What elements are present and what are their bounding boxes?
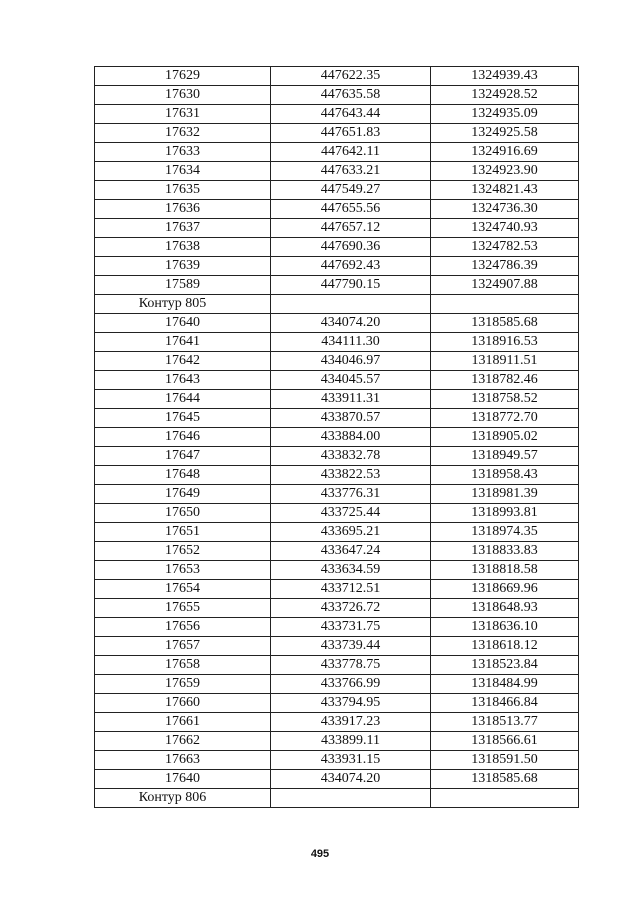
y-coordinate-cell: 1318484.99 [431,675,579,694]
table-row [95,181,579,200]
y-coordinate-cell: 1318993.81 [431,504,579,523]
x-coordinate-cell: 447651.83 [271,124,431,143]
point-number-cell: 17663 [95,751,271,770]
table-row [95,732,579,751]
x-coordinate-cell: 433712.51 [271,580,431,599]
point-number-cell: 17638 [95,238,271,257]
x-coordinate-cell: 447690.36 [271,238,431,257]
y-coordinate-cell: 1318466.84 [431,694,579,713]
table-row [95,675,579,694]
point-number-cell: 17646 [95,428,271,447]
coordinates-table-body [95,67,579,808]
table-row [95,257,579,276]
y-coordinate-cell: 1318648.93 [431,599,579,618]
x-coordinate-cell: 433634.59 [271,561,431,580]
point-number-cell: 17662 [95,732,271,751]
y-coordinate-cell: 1324782.53 [431,238,579,257]
y-coordinate-cell: 1318905.02 [431,428,579,447]
x-coordinate-cell: 434074.20 [271,314,431,333]
y-coordinate-cell: 1324923.90 [431,162,579,181]
point-number-cell: 17649 [95,485,271,504]
y-coordinate-cell: 1318758.52 [431,390,579,409]
table-row [95,200,579,219]
x-coordinate-cell: 433766.99 [271,675,431,694]
point-number-cell: 17640 [95,770,271,789]
table-row [95,409,579,428]
contour-label: Контур 805 [95,295,271,314]
table-row [95,105,579,124]
x-coordinate-cell: 434045.57 [271,371,431,390]
y-coordinate-cell: 1324907.88 [431,276,579,295]
x-coordinate-cell: 433870.57 [271,409,431,428]
x-coordinate-cell: 433794.95 [271,694,431,713]
table-row [95,86,579,105]
x-coordinate-cell: 447642.11 [271,143,431,162]
point-number-cell: 17643 [95,371,271,390]
x-coordinate-cell: 433726.72 [271,599,431,618]
point-number-cell: 17659 [95,675,271,694]
y-coordinate-cell: 1324736.30 [431,200,579,219]
y-coordinate-cell: 1318523.84 [431,656,579,675]
y-coordinate-cell: 1324740.93 [431,219,579,238]
table-row [95,485,579,504]
table-row [95,143,579,162]
x-coordinate-cell: 447633.21 [271,162,431,181]
y-coordinate-cell: 1318669.96 [431,580,579,599]
y-coordinate-cell: 1318911.51 [431,352,579,371]
empty-cell [271,295,431,314]
x-coordinate-cell: 433731.75 [271,618,431,637]
y-coordinate-cell: 1318585.68 [431,770,579,789]
x-coordinate-cell: 433776.31 [271,485,431,504]
table-row [95,219,579,238]
point-number-cell: 17635 [95,181,271,200]
y-coordinate-cell: 1324935.09 [431,105,579,124]
y-coordinate-cell: 1318833.83 [431,542,579,561]
y-coordinate-cell: 1318772.70 [431,409,579,428]
x-coordinate-cell: 433822.53 [271,466,431,485]
x-coordinate-cell: 433695.21 [271,523,431,542]
table-row [95,67,579,86]
contour-header-row [95,295,579,314]
point-number-cell: 17655 [95,599,271,618]
table-row [95,314,579,333]
table-row [95,751,579,770]
point-number-cell: 17645 [95,409,271,428]
table-row [95,770,579,789]
table-row [95,238,579,257]
point-number-cell: 17653 [95,561,271,580]
y-coordinate-cell: 1318618.12 [431,637,579,656]
y-coordinate-cell: 1318949.57 [431,447,579,466]
point-number-cell: 17642 [95,352,271,371]
point-number-cell: 17641 [95,333,271,352]
x-coordinate-cell: 433778.75 [271,656,431,675]
point-number-cell: 17654 [95,580,271,599]
contour-header-row [95,789,579,808]
y-coordinate-cell: 1318818.58 [431,561,579,580]
x-coordinate-cell: 433739.44 [271,637,431,656]
empty-cell [431,789,579,808]
table-row [95,371,579,390]
y-coordinate-cell: 1324786.39 [431,257,579,276]
point-number-cell: 17639 [95,257,271,276]
point-number-cell: 17637 [95,219,271,238]
point-number-cell: 17644 [95,390,271,409]
point-number-cell: 17629 [95,67,271,86]
y-coordinate-cell: 1324928.52 [431,86,579,105]
point-number-cell: 17630 [95,86,271,105]
x-coordinate-cell: 434046.97 [271,352,431,371]
point-number-cell: 17633 [95,143,271,162]
table-row [95,276,579,295]
x-coordinate-cell: 433917.23 [271,713,431,732]
page-number: 495 [310,848,330,860]
table-row [95,713,579,732]
table-row [95,333,579,352]
x-coordinate-cell: 433911.31 [271,390,431,409]
x-coordinate-cell: 434074.20 [271,770,431,789]
empty-cell [271,789,431,808]
table-row [95,162,579,181]
y-coordinate-cell: 1318636.10 [431,618,579,637]
table-row [95,561,579,580]
table-row [95,124,579,143]
x-coordinate-cell: 447790.15 [271,276,431,295]
table-row [95,504,579,523]
contour-label: Контур 806 [95,789,271,808]
point-number-cell: 17661 [95,713,271,732]
point-number-cell: 17632 [95,124,271,143]
y-coordinate-cell: 1318566.61 [431,732,579,751]
x-coordinate-cell: 433647.24 [271,542,431,561]
table-row [95,523,579,542]
point-number-cell: 17640 [95,314,271,333]
y-coordinate-cell: 1318974.35 [431,523,579,542]
x-coordinate-cell: 447622.35 [271,67,431,86]
table-row [95,656,579,675]
point-number-cell: 17647 [95,447,271,466]
point-number-cell: 17648 [95,466,271,485]
point-number-cell: 17652 [95,542,271,561]
x-coordinate-cell: 447692.43 [271,257,431,276]
y-coordinate-cell: 1324821.43 [431,181,579,200]
coordinates-table [94,66,579,808]
table-row [95,390,579,409]
y-coordinate-cell: 1318591.50 [431,751,579,770]
point-number-cell: 17657 [95,637,271,656]
x-coordinate-cell: 433884.00 [271,428,431,447]
point-number-cell: 17660 [95,694,271,713]
x-coordinate-cell: 447655.56 [271,200,431,219]
x-coordinate-cell: 434111.30 [271,333,431,352]
point-number-cell: 17651 [95,523,271,542]
x-coordinate-cell: 433832.78 [271,447,431,466]
y-coordinate-cell: 1324925.58 [431,124,579,143]
empty-cell [431,295,579,314]
point-number-cell: 17650 [95,504,271,523]
x-coordinate-cell: 447657.12 [271,219,431,238]
y-coordinate-cell: 1324916.69 [431,143,579,162]
y-coordinate-cell: 1318981.39 [431,485,579,504]
point-number-cell: 17589 [95,276,271,295]
x-coordinate-cell: 447643.44 [271,105,431,124]
table-row [95,637,579,656]
x-coordinate-cell: 447635.58 [271,86,431,105]
x-coordinate-cell: 447549.27 [271,181,431,200]
table-row [95,618,579,637]
x-coordinate-cell: 433931.15 [271,751,431,770]
point-number-cell: 17634 [95,162,271,181]
y-coordinate-cell: 1318958.43 [431,466,579,485]
y-coordinate-cell: 1318916.53 [431,333,579,352]
y-coordinate-cell: 1324939.43 [431,67,579,86]
table-row [95,580,579,599]
y-coordinate-cell: 1318585.68 [431,314,579,333]
table-row [95,352,579,371]
x-coordinate-cell: 433899.11 [271,732,431,751]
y-coordinate-cell: 1318513.77 [431,713,579,732]
point-number-cell: 17658 [95,656,271,675]
table-row [95,599,579,618]
point-number-cell: 17636 [95,200,271,219]
table-row [95,694,579,713]
x-coordinate-cell: 433725.44 [271,504,431,523]
table-row [95,428,579,447]
table-row [95,447,579,466]
y-coordinate-cell: 1318782.46 [431,371,579,390]
point-number-cell: 17656 [95,618,271,637]
point-number-cell: 17631 [95,105,271,124]
table-row [95,542,579,561]
table-row [95,466,579,485]
